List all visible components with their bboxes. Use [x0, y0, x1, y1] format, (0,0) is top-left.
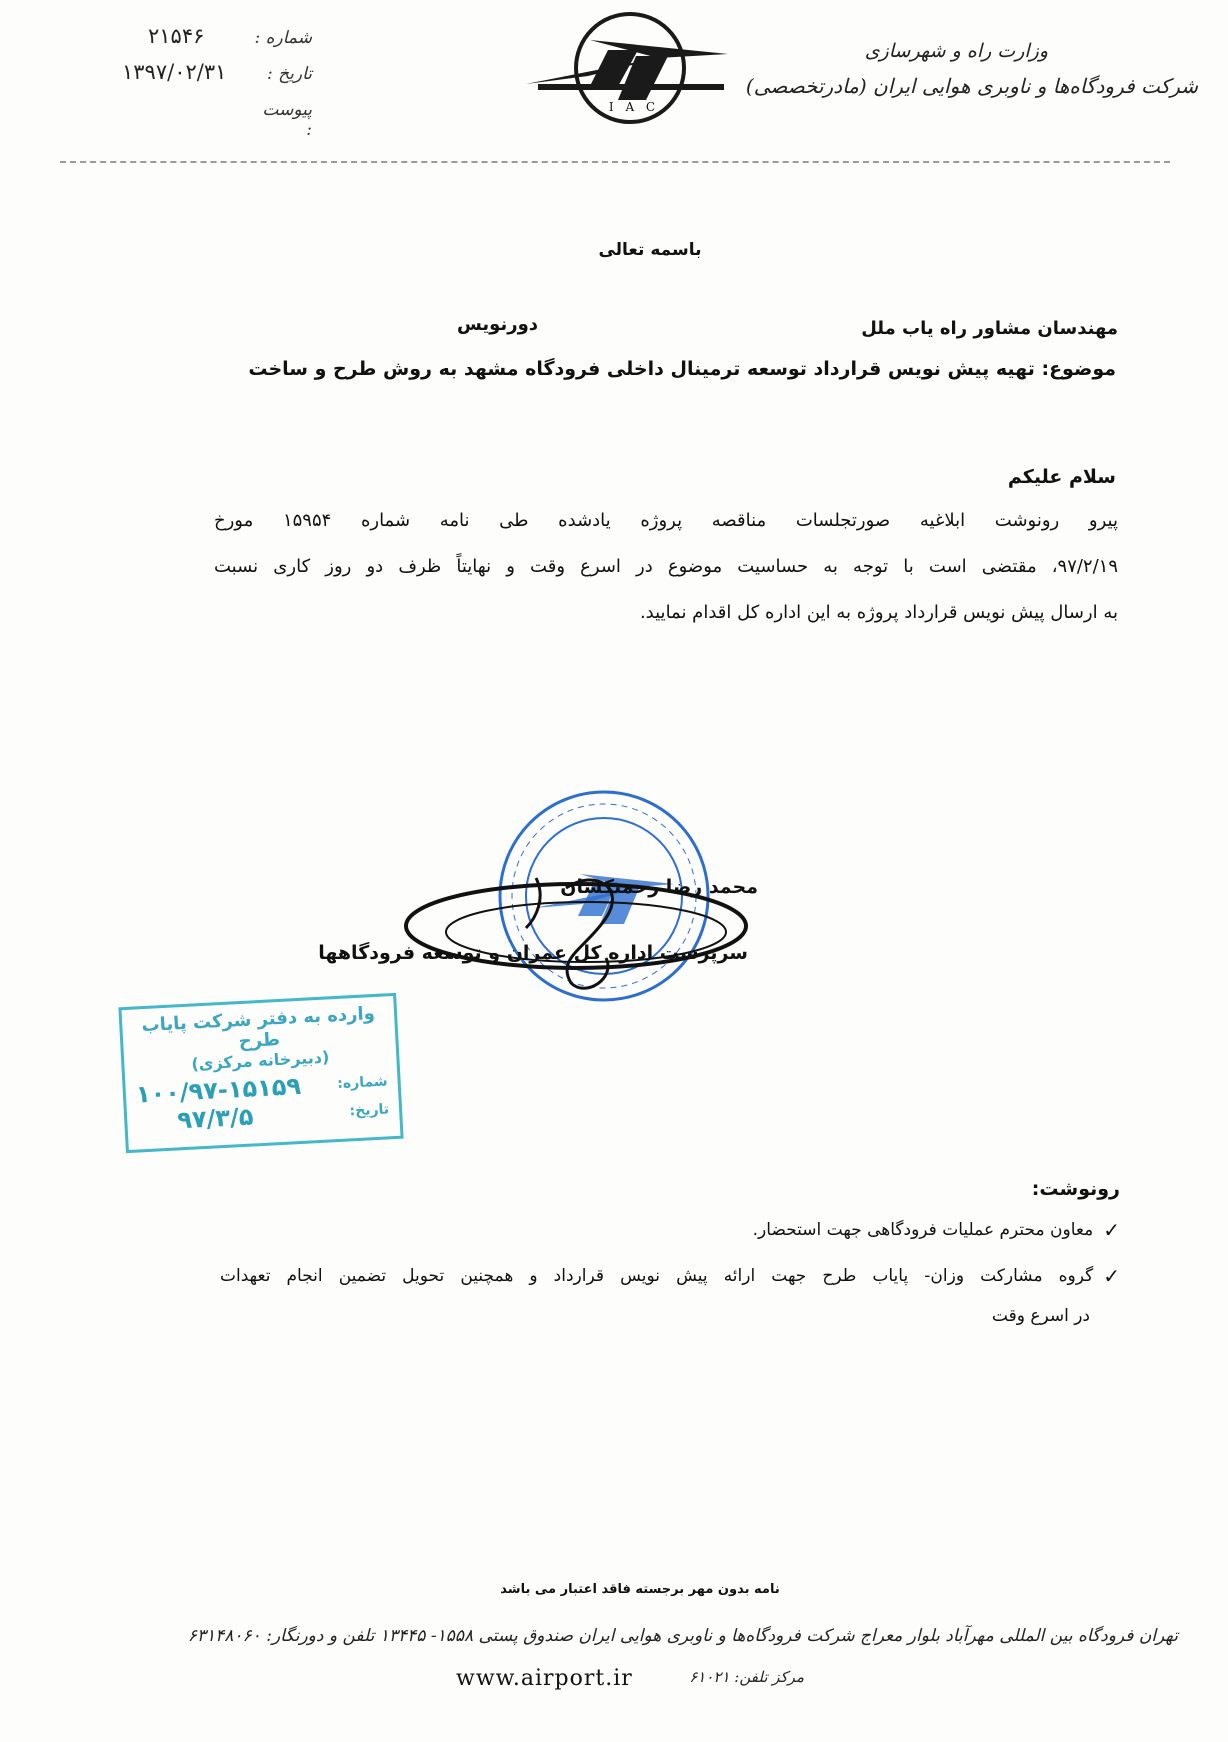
- cc-list: [220, 1210, 1120, 1336]
- receipt-date-value: ۹۷/۳/۵: [176, 1102, 255, 1135]
- recipient: مهندسان مشاور راه یاب ملل: [861, 318, 1118, 339]
- attachment-label: پیوست :: [262, 100, 312, 140]
- greeting: سلام علیکم: [1007, 466, 1116, 488]
- receipt-stamp-title: وارده به دفتر شرکت پایاب طرح: [141, 1002, 376, 1053]
- invocation: باسمه تعالی: [598, 240, 702, 260]
- receipt-date-label: تاریخ:: [349, 1101, 390, 1120]
- footer-phone-center: مرکز تلفن: ۶۱۰۲۱: [689, 1668, 804, 1686]
- list-item: [220, 1256, 1120, 1296]
- check-icon: ✓: [1103, 1264, 1120, 1288]
- footer-notice: نامه بدون مهر برجسته فاقد اعتبار می باشد: [500, 1582, 780, 1597]
- receipt-number-value: ۱۰۰/۹۷-۱۵۱۵۹: [135, 1071, 302, 1109]
- letter-number-label: شماره :: [254, 28, 312, 48]
- receipt-stamp: [118, 993, 403, 1153]
- body-line: به ارسال پیش نویس قرارداد پروژه به این اداره کل اقدام نمایید.: [639, 602, 1118, 623]
- footer-address: تهران فرودگاه بین المللی مهرآباد بلوار معراج شرکت فرودگاه‌ها و ناوبری هوایی ایران صندوق پستی ۱۵۵۸- ۱۳۴۴۵ تلفن و دورنگار: ۶۳۱۴۸۰۶۰: [187, 1626, 1178, 1646]
- signer-name: محمد رضا رحمتکشان: [560, 876, 758, 898]
- letter-number-value: ۲۱۵۴۶: [148, 24, 205, 48]
- letter-date-value: ۱۳۹۷/۰۲/۳۱: [122, 60, 227, 84]
- header-separator: [60, 161, 1170, 163]
- cc-title: رونوشت:: [1031, 1178, 1120, 1200]
- body-line: ۹۷/۲/۱۹، مقتضی است با توجه به حساسیت موضوع در اسرع وقت و نهایتاً ظرف دو روز کاری نسبت: [214, 556, 1118, 577]
- receipt-stamp-subtitle: (دبیرخانه مرکزی): [190, 1047, 330, 1074]
- cc-item-continuation: در اسرع وقت: [991, 1306, 1090, 1326]
- cc-item-text: گروه مشارکت وزان- پایاب طرح جهت ارائه پیش نویس قرارداد و همچنین تحویل تضمین انجام تعهدات: [220, 1266, 1094, 1286]
- cc-item-text: معاون محترم عملیات فرودگاهی جهت استحضار.: [752, 1220, 1094, 1240]
- iac-logo: [518, 10, 738, 128]
- ministry-name: وزارت راه و شهرسازی: [864, 40, 1048, 62]
- check-icon: ✓: [1103, 1218, 1120, 1242]
- company-name: شرکت فرودگاه‌ها و ناوبری هوایی ایران (مادرتخصصی): [745, 74, 1198, 98]
- subject: موضوع: تهیه پیش نویس قرارداد توسعه ترمینال داخلی فرودگاه مشهد به روش طرح و ساخت: [248, 358, 1116, 380]
- letter-date-label: تاریخ :: [267, 64, 312, 84]
- body-line: پیرو رونوشت ابلاغیه صورتجلسات مناقصه پروژه یادشده طی نامه شماره ۱۵۹۵۴ مورخ: [214, 510, 1118, 531]
- list-item: [220, 1210, 1120, 1250]
- delivery-method: دورنویس: [456, 314, 538, 335]
- letter-body: [214, 498, 1118, 636]
- signer-title: سرپرست اداره کل عمران و توسعه فرودگاهها: [318, 942, 748, 964]
- logo-text: I A C: [608, 100, 660, 114]
- receipt-number-label: شماره:: [336, 1073, 389, 1093]
- footer-website[interactable]: www.airport.ir: [456, 1666, 633, 1691]
